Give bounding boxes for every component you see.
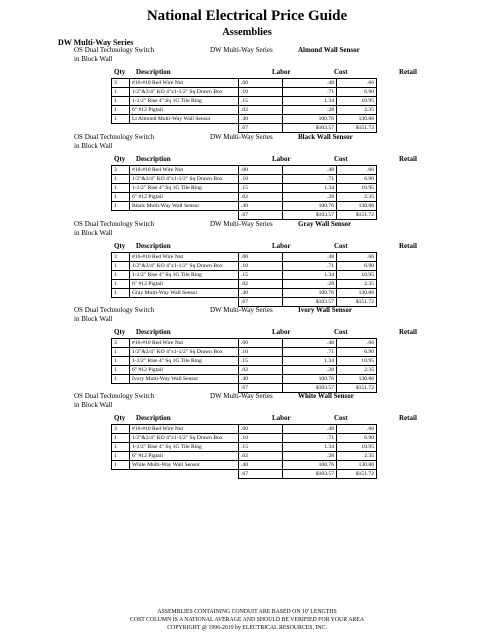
cost-cell: .48 (283, 339, 337, 348)
qty-cell: 1 (112, 271, 130, 280)
qty-cell: 1 (112, 289, 130, 298)
cost-cell: .71 (283, 434, 337, 443)
qty-cell: 1 (112, 184, 130, 193)
footer-note-cost: COST COLUMN IS A NATIONAL AVERAGE AND SHOULD BE VERIFIED FOR YOUR AREA (129, 617, 365, 623)
cost-cell: 100.76 (283, 202, 337, 211)
retail-cell: 10.95 (337, 271, 377, 280)
column-headers (58, 242, 438, 252)
retail-cell: .66 (337, 339, 377, 348)
table-row (112, 106, 377, 115)
table-row (112, 166, 377, 175)
retail-cell: 130.86 (337, 115, 377, 124)
cost-cell: .28 (283, 452, 337, 461)
retail-cell: 130.86 (337, 461, 377, 470)
column-headers (58, 68, 438, 78)
assembly-variant: Black Wall Sensor (298, 133, 353, 141)
qty-cell: 1 (112, 443, 130, 452)
assembly-block (58, 220, 438, 307)
table-row (112, 97, 377, 106)
description-cell: #16-#10 Red Wire Nut (130, 79, 239, 88)
labor-cell: .02 (239, 452, 283, 461)
qty-cell: 3 (112, 166, 130, 175)
total-cost-cell: $103.57 (283, 470, 337, 479)
retail-cell: 6.90 (337, 434, 377, 443)
labor-cell: .10 (239, 88, 283, 97)
description-cell: 1/2"&3/4" KO 4"x1-1/2" Sq Drawn Box (130, 262, 239, 271)
total-cost-cell: $103.57 (283, 124, 337, 133)
col-qty-header: Qty (114, 242, 126, 250)
col-retail-header: Retail (399, 68, 417, 76)
labor-cell: .15 (239, 184, 283, 193)
retail-cell: 6.90 (337, 88, 377, 97)
labor-cell: .10 (239, 262, 283, 271)
table-row (112, 289, 377, 298)
table-row (112, 253, 377, 262)
description-cell: White Multi-Way Wall Sensor (130, 461, 239, 470)
items-table (111, 165, 377, 220)
description-cell: 6" #12 Pigtail (130, 452, 239, 461)
col-labor-header: Labor (272, 155, 291, 163)
labor-cell: .40 (239, 461, 283, 470)
assembly-variant: White Wall Sensor (298, 392, 354, 400)
col-qty-header: Qty (114, 155, 126, 163)
col-cost-header: Cost (334, 155, 348, 163)
column-headers (58, 414, 438, 424)
table-row (112, 461, 377, 470)
assembly-location: in Block Wall (74, 229, 113, 237)
labor-cell: .10 (239, 434, 283, 443)
labor-cell: .15 (239, 97, 283, 106)
assembly-header (58, 392, 438, 414)
col-description-header: Description (136, 328, 171, 336)
assembly-name: OS Dual Technology Switch (74, 133, 155, 141)
retail-cell: 10.95 (337, 357, 377, 366)
total-retail-cell: $151.72 (337, 384, 377, 393)
cost-cell: .28 (283, 280, 337, 289)
col-labor-header: Labor (272, 328, 291, 336)
total-labor-cell: .67 (239, 211, 283, 220)
table-row (112, 339, 377, 348)
table-row (112, 357, 377, 366)
assembly-block (58, 133, 438, 220)
qty-cell: 1 (112, 115, 130, 124)
cost-cell: .48 (283, 79, 337, 88)
cost-cell: 100.76 (283, 289, 337, 298)
qty-cell: 3 (112, 253, 130, 262)
total-retail-cell: $151.72 (337, 470, 377, 479)
cost-cell: .71 (283, 262, 337, 271)
cost-cell: 100.76 (283, 461, 337, 470)
assembly-name: OS Dual Technology Switch (74, 220, 155, 228)
description-cell: Gray Multi-Way Wall Sensor (130, 289, 239, 298)
table-row (112, 280, 377, 289)
table-row (112, 425, 377, 434)
retail-cell: 130.86 (337, 375, 377, 384)
col-retail-header: Retail (399, 242, 417, 250)
col-cost-header: Cost (334, 242, 348, 250)
table-row (112, 193, 377, 202)
footer-copyright: COPYRIGHT @ 1996-2019 by ELECTRICAL RESOURCES, INC. (167, 625, 327, 631)
description-cell: #16-#10 Red Wire Nut (130, 253, 239, 262)
assembly-variant: Gray Wall Sensor (298, 220, 352, 228)
labor-cell: .10 (239, 175, 283, 184)
cost-cell: .48 (283, 253, 337, 262)
labor-cell: .02 (239, 193, 283, 202)
description-cell: #16-#10 Red Wire Nut (130, 166, 239, 175)
assembly-name: OS Dual Technology Switch (74, 46, 155, 54)
table-row (112, 348, 377, 357)
total-labor-cell: .67 (239, 384, 283, 393)
footer-note-conduit: ASSEMBLIES CONTAINING CONDUIT ARE BASED ON 10' LENGTHS (157, 609, 337, 615)
retail-cell: 130.86 (337, 289, 377, 298)
assembly-series: DW Multi-Way Series (210, 306, 273, 314)
total-row (112, 470, 377, 479)
labor-cell: .00 (239, 166, 283, 175)
description-cell: 1/2"&3/4" KO 4"x1-1/2" Sq Drawn Box (130, 434, 239, 443)
qty-cell: 1 (112, 357, 130, 366)
assembly-series: DW Multi-Way Series (210, 392, 273, 400)
total-retail-cell: $151.72 (337, 211, 377, 220)
assembly-block (58, 392, 438, 479)
col-description-header: Description (136, 155, 171, 163)
labor-cell: .15 (239, 271, 283, 280)
description-cell: 6" #12 Pigtail (130, 193, 239, 202)
description-cell: 1/2"&3/4" KO 4"x1-1/2" Sq Drawn Box (130, 348, 239, 357)
retail-cell: 10.95 (337, 97, 377, 106)
qty-cell: 1 (112, 202, 130, 211)
table-row (112, 434, 377, 443)
table-row (112, 184, 377, 193)
retail-cell: .66 (337, 425, 377, 434)
col-retail-header: Retail (399, 328, 417, 336)
labor-cell: .10 (239, 348, 283, 357)
labor-cell: .00 (239, 339, 283, 348)
qty-cell: 1 (112, 348, 130, 357)
col-labor-header: Labor (272, 68, 291, 76)
description-cell: Ivory Multi-Way Wall Sensor (130, 375, 239, 384)
description-cell: 1/2"&3/4" KO 4"x1-1/2" Sq Drawn Box (130, 88, 239, 97)
qty-cell: 1 (112, 262, 130, 271)
table-row (112, 115, 377, 124)
col-cost-header: Cost (334, 328, 348, 336)
table-row (112, 88, 377, 97)
page-title: National Electrical Price Guide (146, 8, 348, 24)
table-row (112, 175, 377, 184)
total-row (112, 211, 377, 220)
assembly-series: DW Multi-Way Series (210, 46, 273, 54)
cost-cell: .28 (283, 193, 337, 202)
qty-cell: 1 (112, 88, 130, 97)
col-labor-header: Labor (272, 414, 291, 422)
table-row (112, 202, 377, 211)
total-labor-cell: .67 (239, 298, 283, 307)
cost-cell: .48 (283, 425, 337, 434)
retail-cell: .66 (337, 79, 377, 88)
retail-cell: 6.90 (337, 175, 377, 184)
cost-cell: .71 (283, 88, 337, 97)
labor-cell: .00 (239, 79, 283, 88)
labor-cell: .15 (239, 357, 283, 366)
assembly-block (58, 306, 438, 393)
table-row (112, 375, 377, 384)
page-subtitle: Assemblies (222, 27, 272, 38)
labor-cell: .00 (239, 425, 283, 434)
col-cost-header: Cost (334, 68, 348, 76)
cost-cell: 1.34 (283, 97, 337, 106)
retail-cell: 2.35 (337, 452, 377, 461)
assembly-header (58, 220, 438, 242)
cost-cell: 1.34 (283, 443, 337, 452)
qty-cell: 1 (112, 193, 130, 202)
cost-cell: 100.76 (283, 375, 337, 384)
qty-cell: 1 (112, 280, 130, 289)
col-description-header: Description (136, 242, 171, 250)
assembly-series: DW Multi-Way Series (210, 220, 273, 228)
assembly-location: in Block Wall (74, 401, 113, 409)
labor-cell: .02 (239, 280, 283, 289)
assembly-location: in Block Wall (74, 55, 113, 63)
cost-cell: 1.34 (283, 271, 337, 280)
description-cell: 1-1/2" Rise 4" Sq 1G Tile Ring (130, 97, 239, 106)
col-qty-header: Qty (114, 414, 126, 422)
retail-cell: 2.35 (337, 106, 377, 115)
total-labor-cell: .67 (239, 470, 283, 479)
assembly-location: in Block Wall (74, 142, 113, 150)
assembly-name: OS Dual Technology Switch (74, 306, 155, 314)
total-cost-cell: $103.57 (283, 298, 337, 307)
description-cell: Black Multi-Way Wall Sensor (130, 202, 239, 211)
description-cell: 1-1/2" Rise 4" Sq 1G Tile Ring (130, 443, 239, 452)
cost-cell: .71 (283, 175, 337, 184)
description-cell: #16-#10 Red Wire Nut (130, 425, 239, 434)
retail-cell: .66 (337, 166, 377, 175)
total-cost-cell: $103.57 (283, 384, 337, 393)
qty-cell: 3 (112, 425, 130, 434)
description-cell: 1-1/2" Rise 4" Sq 1G Tile Ring (130, 357, 239, 366)
labor-cell: .00 (239, 253, 283, 262)
qty-cell: 1 (112, 366, 130, 375)
items-table (111, 78, 377, 133)
assembly-block (58, 46, 438, 133)
cost-cell: .71 (283, 348, 337, 357)
column-headers (58, 155, 438, 165)
table-row (112, 79, 377, 88)
table-row (112, 452, 377, 461)
labor-cell: .02 (239, 366, 283, 375)
page-footer (0, 608, 494, 632)
cost-cell: .28 (283, 106, 337, 115)
cost-cell: .48 (283, 166, 337, 175)
description-cell: 6" #12 Pigtail (130, 106, 239, 115)
items-table (111, 338, 377, 393)
section-heading: DW Multi-Way Series (58, 38, 134, 47)
col-qty-header: Qty (114, 328, 126, 336)
labor-cell: .40 (239, 375, 283, 384)
assembly-location: in Block Wall (74, 315, 113, 323)
table-row (112, 262, 377, 271)
total-retail-cell: $151.72 (337, 298, 377, 307)
cost-cell: 1.34 (283, 184, 337, 193)
labor-cell: .40 (239, 289, 283, 298)
description-cell: 6" #12 Pigtail (130, 280, 239, 289)
labor-cell: .40 (239, 115, 283, 124)
total-cost-cell: $103.57 (283, 211, 337, 220)
description-cell: #16-#10 Red Wire Nut (130, 339, 239, 348)
items-table (111, 424, 377, 479)
col-retail-header: Retail (399, 155, 417, 163)
description-cell: 1-1/2" Rise 4" Sq 1G Tile Ring (130, 271, 239, 280)
assembly-variant: Ivory Wall Sensor (298, 306, 352, 314)
assembly-header (58, 46, 438, 68)
assembly-header (58, 306, 438, 328)
retail-cell: 2.35 (337, 193, 377, 202)
col-description-header: Description (136, 68, 171, 76)
assembly-name: OS Dual Technology Switch (74, 392, 155, 400)
col-qty-header: Qty (114, 68, 126, 76)
qty-cell: 3 (112, 339, 130, 348)
column-headers (58, 328, 438, 338)
retail-cell: 10.95 (337, 443, 377, 452)
qty-cell: 3 (112, 79, 130, 88)
retail-cell: 2.35 (337, 366, 377, 375)
table-row (112, 271, 377, 280)
retail-cell: 6.90 (337, 262, 377, 271)
cost-cell: 100.76 (283, 115, 337, 124)
description-cell: Lt Almond Multi-Way Wall Sensor (130, 115, 239, 124)
col-description-header: Description (136, 414, 171, 422)
assembly-series: DW Multi-Way Series (210, 133, 273, 141)
retail-cell: 2.35 (337, 280, 377, 289)
col-cost-header: Cost (334, 414, 348, 422)
col-retail-header: Retail (399, 414, 417, 422)
cost-cell: .28 (283, 366, 337, 375)
total-labor-cell: .67 (239, 124, 283, 133)
retail-cell: 6.90 (337, 348, 377, 357)
retail-cell: 10.95 (337, 184, 377, 193)
retail-cell: .66 (337, 253, 377, 262)
table-row (112, 366, 377, 375)
description-cell: 6" #12 Pigtail (130, 366, 239, 375)
qty-cell: 1 (112, 175, 130, 184)
cost-cell: 1.34 (283, 357, 337, 366)
description-cell: 1-1/2" Rise 4" Sq 1G Tile Ring (130, 184, 239, 193)
labor-cell: .02 (239, 106, 283, 115)
description-cell: 1/2"&3/4" KO 4"x1-1/2" Sq Drawn Box (130, 175, 239, 184)
qty-cell: 1 (112, 452, 130, 461)
retail-cell: 130.86 (337, 202, 377, 211)
total-retail-cell: $151.72 (337, 124, 377, 133)
qty-cell: 1 (112, 461, 130, 470)
total-row (112, 124, 377, 133)
table-row (112, 443, 377, 452)
qty-cell: 1 (112, 434, 130, 443)
assembly-header (58, 133, 438, 155)
col-labor-header: Labor (272, 242, 291, 250)
qty-cell: 1 (112, 97, 130, 106)
assembly-variant: Almond Wall Sensor (298, 46, 360, 54)
labor-cell: .40 (239, 202, 283, 211)
items-table (111, 252, 377, 307)
qty-cell: 1 (112, 106, 130, 115)
labor-cell: .15 (239, 443, 283, 452)
qty-cell: 1 (112, 375, 130, 384)
